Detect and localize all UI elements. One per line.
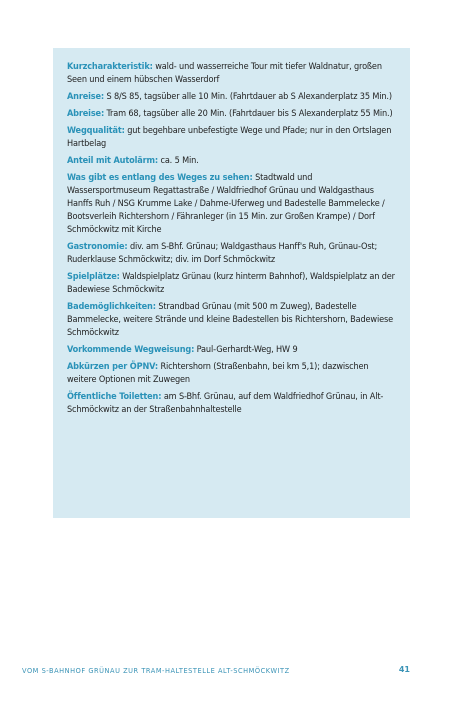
- entry-label: Wegqualität:: [67, 126, 125, 136]
- entry-text: wald- und wasserreiche Tour mit tiefer Waldnatur, großen Seen und einem hübschen Wasserdorf: [67, 62, 382, 85]
- entry-label: Anteil mit Autolärm:: [67, 156, 159, 166]
- entry-text: S 8/S 85, tagsüber alle 10 Min. (Fahrtdauer ab S Alexanderplatz 35 Min.): [106, 92, 392, 102]
- running-title: VOM S-BAHNHOF GRÜNAU ZUR TRAM-HALTESTELLE ALT-SCHMÖCKWITZ: [22, 667, 290, 675]
- entry-wegqualitaet: [67, 125, 398, 151]
- entry-bademoeglichkeiten: [67, 301, 398, 340]
- entry-sehenswertes: [67, 172, 398, 237]
- entry-spielplaetze: [67, 271, 398, 297]
- entry-text: Richtershorn (Straßenbahn, bei km 5,1); dazwischen weitere Optionen mit Zuwegen: [67, 362, 369, 385]
- entry-anreise: [67, 91, 398, 104]
- entry-autolaerm: [67, 155, 398, 168]
- entry-label: Vorkommende Wegweisung:: [67, 345, 195, 355]
- entry-label: Gastronomie:: [67, 242, 128, 252]
- entry-toiletten: [67, 391, 398, 417]
- entry-label: Anreise:: [67, 92, 105, 102]
- entry-text: ca. 5 Min.: [160, 156, 199, 166]
- entry-text: Tram 68, tagsüber alle 20 Min. (Fahrtdauer bis S Alexanderplatz 55 Min.): [106, 109, 393, 119]
- entry-wegweisung: [67, 344, 398, 357]
- entry-label: Spielplätze:: [67, 272, 120, 282]
- page-number: 41: [398, 665, 410, 674]
- entry-kurzcharakteristik: [67, 61, 398, 87]
- entry-label: Öffentliche Toiletten:: [67, 392, 162, 402]
- info-box: [53, 48, 410, 518]
- entry-abreise: [67, 108, 398, 121]
- entry-label: Was gibt es entlang des Weges zu sehen:: [67, 173, 253, 183]
- entry-label: Abkürzen per ÖPNV:: [67, 362, 159, 372]
- entry-label: Abreise:: [67, 109, 105, 119]
- entry-gastronomie: [67, 241, 398, 267]
- entry-text: gut begehbare unbefestigte Wege und Pfade; nur in den Ortslagen Hartbelag: [67, 126, 392, 149]
- entry-label: Kurzcharakteristik:: [67, 62, 153, 72]
- entry-text: div. am S-Bhf. Grünau; Waldgasthaus Hanff's Ruh, Grünau-Ost; Ruderklause Schmöckwitz; div. im Dorf Schmöckwitz: [67, 242, 378, 265]
- entry-text: am S-Bhf. Grünau, auf dem Waldfriedhof Grünau, in Alt-Schmöckwitz an der Straßenbahnhaltestelle: [67, 392, 384, 415]
- entry-text: Waldspielplatz Grünau (kurz hinterm Bahnhof), Waldspielplatz an der Badewiese Schmöckwitz: [67, 272, 395, 295]
- entry-text: Strandbad Grünau (mit 500 m Zuweg), Badestelle Bammelecke, weitere Strände und kleine Badestellen bis Richtershorn, Badewiese Schmöckwitz: [67, 302, 393, 338]
- entry-abkuerzen-oepnv: [67, 361, 398, 387]
- entry-text: Stadtwald und Wassersportmuseum Regattastraße / Waldfriedhof Grünau und Waldgasthaus Hanffs Ruh / NSG Krumme Lake / Dahme-Uferweg und Badestelle Bammelecke / Bootsverleih Richtershorn / Fähranleger (in 15 Min. zur Großen Krampe) / Dorf Schmöckwitz mit Kirche: [67, 173, 385, 235]
- entry-label: Bademöglichkeiten:: [67, 302, 156, 312]
- entry-text: Paul-Gerhardt-Weg, HW 9: [196, 345, 298, 355]
